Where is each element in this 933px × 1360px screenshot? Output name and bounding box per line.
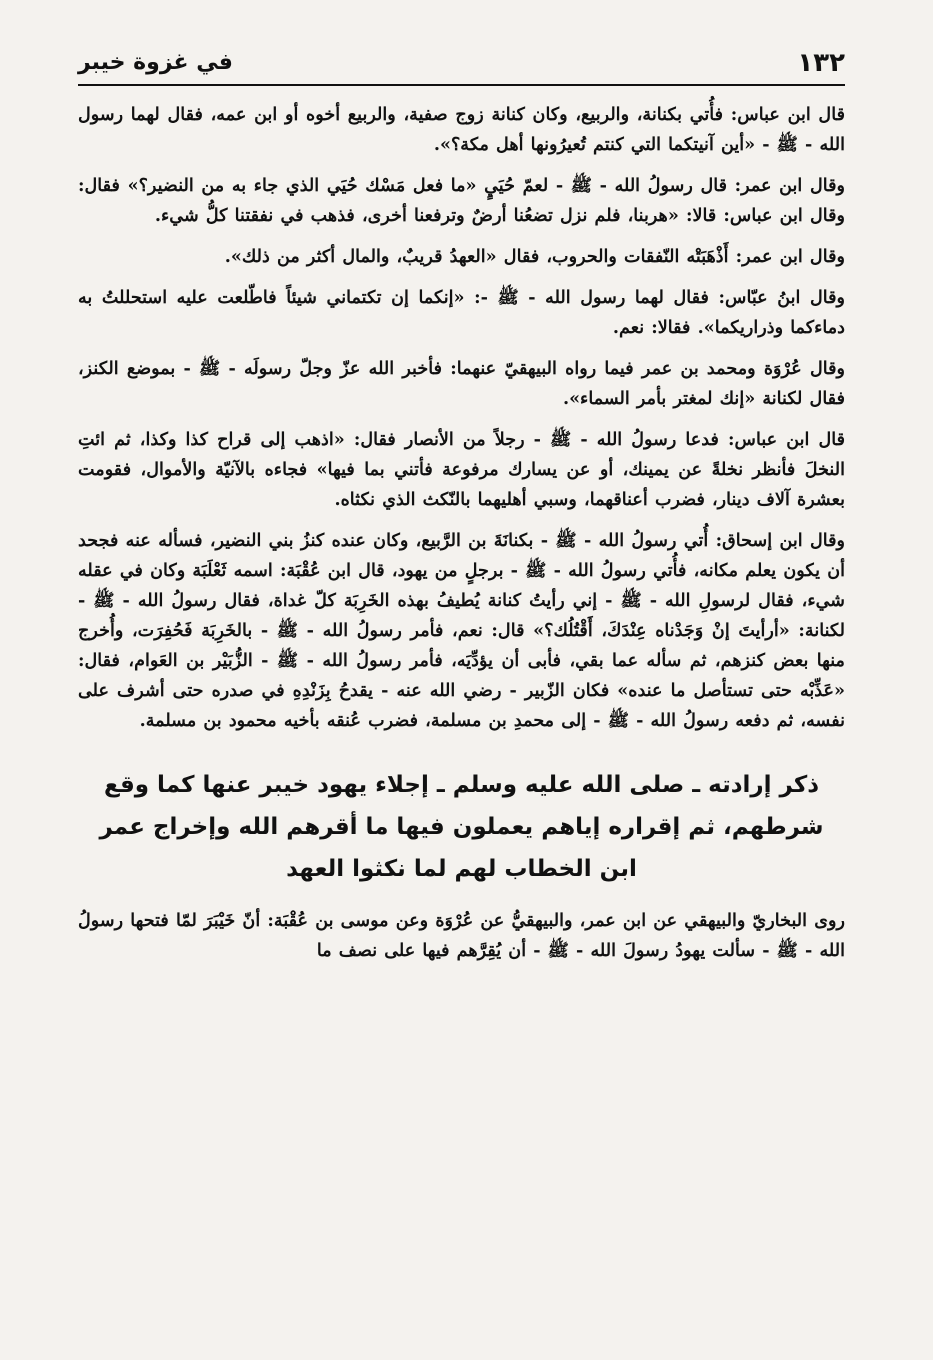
page-body <box>78 100 845 966</box>
paragraph: وقال عُرْوَة ومحمد بن عمر فيما رواه البيهقيّ عنهما: فأخبر الله عزّ وجلّ رسولَه - ﷺ - بموضع الكنز، فقال لكنانة «إنك لمغتر بأمر السماء». <box>78 358 845 409</box>
paragraph: وقال ابن عمر: قال رسولُ الله - ﷺ - لعمّ حُيَيٍ «ما فعل مَسْك حُيَي الذي جاء به من النضير؟» فقال: وقال ابن عباس: قالا: «هربنا، فلم نزل تضعُنا أرضٌ وترفعنا أخرى، فذهب في نفقتنا كلُّ شيء. <box>78 175 845 226</box>
page-number: ١٣٢ <box>797 48 845 78</box>
running-title: في غزوة خيبر <box>78 50 233 75</box>
paragraph: وقال ابن إسحاق: أُتي رسولُ الله - ﷺ - بكنانَةَ بن الرَّبيع، وكان عنده كنزُ بني النضير، فسأله عنه فجحد أن يكون يعلم مكانه، فأُتي رسولُ الله - ﷺ - برجلٍ من يهود، قال ابن عُقْبَة: اسمه ثَعْلَبَة وكان في عقله شيء، فقال لرسولِ الله - ﷺ - إني رأيتُ كنانة يُطيفُ بهذه الخَرِبَة كلّ غداة، فقال رسولُ الله - ﷺ - لكنانة: «أرأيتَ إنْ وَجَدْناه عِنْدَكَ، أَقْتُلُك؟» قال: نعم، فأمر رسولُ الله - ﷺ - بالخَرِبَة فَحُفِرَت، وأُخرج منها بعض كنزهم، ثم سأله عما بقي، فأبى أن يؤدِّيَه، فأمر رسولُ الله - ﷺ - الزُّبَيْر بن العَوام، فقال: «عَذِّبْه حتى تستأصل ما عنده» فكان الزّبير - رضي الله عنه - يقدحُ بِزَنْدِهِ في صدره حتى أشرف على نفسه، ثم دفعه رسولُ الله - ﷺ - إلى محمدِ بن مسلمة، فضرب عُنقه بأخيه محمود بن مسلمة. <box>78 530 845 731</box>
paragraph: وقال ابنُ عبّاس: فقال لهما رسول الله - ﷺ -: «إنكما إن تكتماني شيئاً فاطّلعت عليه استحللتُ به دماءكما وذراريكما». فقالا: نعم. <box>78 287 845 338</box>
paragraph: قال ابن عباس: فدعا رسولُ الله - ﷺ - رجلاً من الأنصار فقال: «اذهب إلى قراح كذا وكذا، ثم ائتِ النخلَ فأنظر نخلةً عن يمينك، أو عن يسارك مرفوعة فأتني بما فيها» فجاءه بالآنيّة والأموال، فقومت بعشرة آلاف دينار، فضرب أعناقهما، وسبي أهليهما بالنّكث الذي نكثاه. <box>78 429 845 510</box>
closing-paragraph: روى البخاريّ والبيهقي عن ابن عمر، والبيهقيُّ عن عُرْوَة وعن موسى بن عُقْبَة: أنّ خَيْبَرَ لمّا فتحها رسولُ الله - ﷺ - سألت يهودُ رسولَ الله - ﷺ - أن يُقِرَّهم فيها على نصف ما <box>78 910 845 961</box>
paragraph: قال ابن عباس: فأُتي بكنانة، والربيع، وكان كنانة زوج صفية، والربيع أخوه أو ابن عمه، فقال لهما رسول الله - ﷺ - «أين آنيتكما التي كنتم تُعيرُونها أهل مكة؟». <box>78 104 845 155</box>
page-header <box>78 48 845 86</box>
paragraph: وقال ابن عمر: أَذْهَبَتْه النّفقات والحروب، فقال «العهدُ قريبٌ، والمال أكثر من ذلك». <box>224 246 845 267</box>
section-heading: ذكر إرادته ـ صلى الله عليه وسلم ـ إجلاء يهود خيبر عنها كما وقع شرطهم، ثم إقراره إياهم يعملون فيها ما أقرهم الله وإخراج عمر ابن الخطاب لهم لما نكثوا العهد <box>99 772 824 882</box>
